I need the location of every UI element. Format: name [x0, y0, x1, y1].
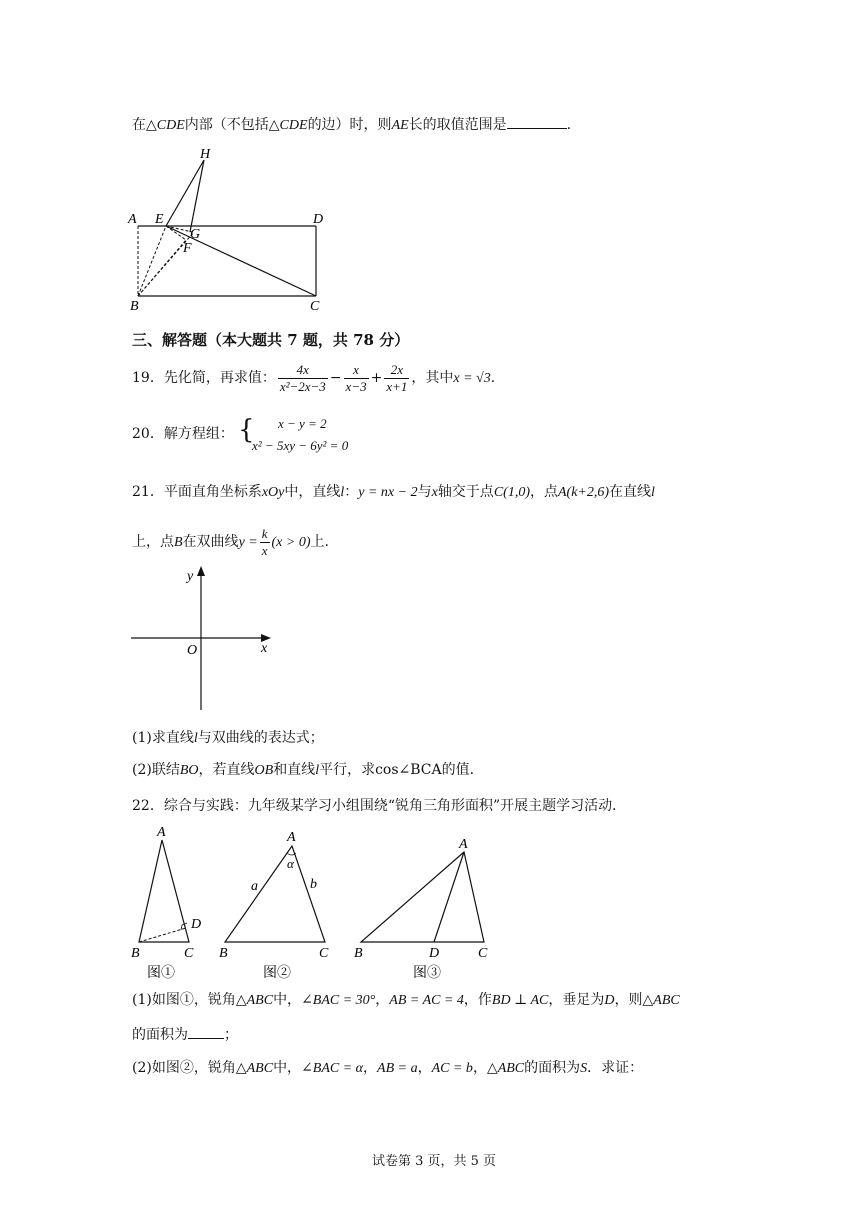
- question-22-part1-line2: [132, 1024, 238, 1045]
- text: ，其中: [411, 370, 454, 386]
- point-d: D: [604, 993, 615, 1008]
- line-ob: OB: [254, 763, 274, 778]
- question-21-line1: [132, 482, 655, 503]
- text: 长的取值范围是: [408, 117, 507, 133]
- line-l: l: [315, 763, 320, 778]
- triangle-cde: △CDE: [268, 118, 308, 133]
- text: 的面积为: [524, 1060, 581, 1076]
- label-e: E: [155, 212, 164, 227]
- text: 的面积为: [132, 1027, 188, 1043]
- text: 与双曲线的表达式；: [197, 730, 324, 746]
- question-22-part2: [132, 1058, 643, 1079]
- triangle-abc: △ABC: [235, 993, 274, 1008]
- segment-bo: BO: [179, 763, 199, 778]
- label-x: x: [261, 641, 268, 656]
- text: 在直线: [609, 484, 652, 500]
- text: −: [329, 370, 342, 386]
- line-l: l: [193, 731, 198, 746]
- x-var: x: [431, 485, 438, 500]
- point-c: C(1,0): [493, 485, 530, 500]
- sides: AB = AC = 4: [389, 993, 464, 1008]
- text: (1)求直线: [132, 730, 194, 746]
- text: ，: [363, 1060, 378, 1076]
- angle-bac: ∠BAC = α: [301, 1061, 364, 1076]
- coordinate-axes: [125, 560, 285, 720]
- angle-bac: ∠BAC = 30°: [301, 993, 376, 1008]
- label-d: D: [191, 917, 202, 932]
- text: 中，: [273, 992, 302, 1008]
- label-c: C: [310, 299, 320, 314]
- caption-fig2: 图②: [263, 966, 291, 981]
- label-a: A: [128, 212, 137, 227]
- denominator: x+1: [386, 378, 408, 394]
- answer-blank[interactable]: [188, 1024, 224, 1039]
- text: +: [370, 370, 383, 386]
- fraction-2: [344, 362, 369, 395]
- text: ，: [375, 992, 390, 1008]
- q18-continuation: [132, 114, 571, 136]
- text: ；: [224, 1027, 238, 1043]
- numerator: k: [261, 525, 268, 541]
- coord-system: xOy: [261, 485, 285, 500]
- equation-2: x² − 5xy − 6y² = 0: [252, 438, 349, 453]
- text: ，作: [463, 992, 492, 1008]
- label-a: A: [157, 825, 166, 840]
- fraction-k-x: [260, 526, 270, 559]
- text: 中，直线: [284, 484, 341, 500]
- text: ：: [344, 484, 359, 500]
- triangle-abc: △ABC: [486, 1061, 525, 1076]
- label-o: O: [187, 643, 198, 658]
- condition: x = √3: [453, 371, 491, 386]
- label-c: C: [319, 946, 329, 961]
- text: 平行，求: [319, 762, 376, 778]
- text: (2)联结: [132, 762, 180, 778]
- triangle-abc: △ABC: [235, 1061, 274, 1076]
- numerator: x: [344, 362, 369, 379]
- text: .: [566, 117, 572, 133]
- point-a: A(k+2,6): [557, 485, 610, 500]
- numerator: 2x: [384, 362, 409, 379]
- text: 的边）时，则: [307, 117, 392, 133]
- label-a: A: [287, 830, 296, 845]
- caption-fig3: 图③: [413, 966, 441, 981]
- label-side-a: a: [251, 879, 258, 894]
- triangle-cde: △CDE: [146, 118, 185, 133]
- side-ac: AC = b: [431, 1061, 473, 1076]
- text: ．求证：: [587, 1060, 644, 1076]
- text: ，: [417, 1060, 432, 1076]
- line-l: l: [651, 485, 655, 500]
- area-s: S: [580, 1061, 588, 1076]
- label-side-b: b: [310, 877, 317, 892]
- label-alpha: α: [287, 856, 294, 871]
- figure-1: [125, 822, 215, 982]
- fraction-1: [278, 362, 328, 395]
- denominator: x: [261, 542, 268, 558]
- question-22: 22．综合与实践：九年级某学习小组围绕“锐角三角形面积”开展主题学习活动．: [132, 798, 627, 814]
- section-title: 三、解答题（本大题共 7 题，共 78 分）: [132, 331, 410, 349]
- y-arrow: [197, 566, 205, 576]
- label-c: C: [184, 946, 194, 961]
- text: 中，: [273, 1060, 302, 1076]
- question-21-line2: [132, 524, 329, 561]
- label-f: F: [183, 241, 192, 256]
- text: 21．平面直角坐标系: [132, 484, 262, 500]
- text: 和直线: [273, 762, 316, 778]
- label-c: C: [478, 946, 488, 961]
- denominator: x²−2x−3: [279, 378, 326, 394]
- segment-eh: [166, 160, 204, 226]
- fraction-3: [384, 362, 409, 395]
- label-y: y: [187, 569, 194, 584]
- text: 上.: [310, 534, 329, 550]
- numerator: 4x: [278, 362, 328, 379]
- text: (2)如图②，锐角: [132, 1060, 236, 1076]
- answer-blank[interactable]: [507, 114, 567, 129]
- denominator: x−3: [345, 378, 367, 394]
- text: .: [490, 370, 496, 386]
- figure-2: [215, 822, 345, 982]
- text: ，垂足为: [548, 992, 605, 1008]
- cos-expression: cos∠BCA: [375, 762, 442, 778]
- text: 在双曲线: [182, 534, 239, 550]
- text: (1)如图①，锐角: [132, 992, 236, 1008]
- label-d: D: [313, 212, 324, 227]
- question-22-part1-line1: [132, 990, 680, 1011]
- point-b: B: [174, 535, 183, 550]
- question-20: [132, 424, 234, 444]
- text: ，: [472, 1060, 487, 1076]
- segment-be: [138, 226, 166, 296]
- line-l: l: [340, 485, 345, 500]
- triangle-abc-3: [361, 852, 484, 942]
- triangle-abc: △ABC: [642, 993, 680, 1008]
- segment-hg: [190, 160, 204, 232]
- label-b: B: [354, 946, 363, 961]
- question-19: [132, 360, 495, 397]
- label-h: H: [200, 147, 211, 162]
- question-21-part2: [132, 760, 474, 781]
- text: 与: [417, 484, 432, 500]
- line-equation: y = nx − 2: [358, 485, 418, 500]
- label-b: B: [219, 946, 228, 961]
- text: 内部（不包括: [184, 117, 269, 133]
- text: 轴交于点: [437, 484, 494, 500]
- text: ，若直线: [198, 762, 255, 778]
- segment-ec: [166, 226, 316, 296]
- caption-fig1: 图①: [147, 966, 175, 981]
- label-g: G: [190, 227, 201, 242]
- triangle-abc-2: [225, 846, 325, 942]
- domain-condition: (x > 0): [271, 535, 311, 550]
- page-footer: 试卷第 3 页，共 5 页: [371, 1154, 497, 1169]
- side-ab: AB = a: [377, 1061, 418, 1076]
- text: 的值.: [441, 762, 475, 778]
- text: 19．先化简，再求值：: [132, 370, 276, 386]
- label-a: A: [459, 837, 468, 852]
- hyperbola-y: y =: [238, 535, 258, 550]
- text: 20．解方程组：: [132, 426, 234, 442]
- perpendicular: BD ⊥ AC: [491, 993, 549, 1008]
- brace: {: [238, 415, 255, 445]
- text: ，则: [614, 992, 643, 1008]
- label-b: B: [130, 299, 139, 314]
- label-b: B: [131, 946, 140, 961]
- segment-ae: AE: [391, 118, 409, 133]
- segment-bd: [139, 928, 186, 942]
- label-d: D: [429, 946, 440, 961]
- text: 上，点: [132, 534, 174, 550]
- rectangle-figure: [120, 140, 350, 320]
- question-21-part1: [132, 728, 324, 749]
- equation-1: x − y = 2: [278, 416, 327, 431]
- figure-3: [345, 822, 505, 982]
- segment-eg: [166, 226, 192, 232]
- text: 在: [132, 117, 146, 133]
- text: ，点: [529, 484, 558, 500]
